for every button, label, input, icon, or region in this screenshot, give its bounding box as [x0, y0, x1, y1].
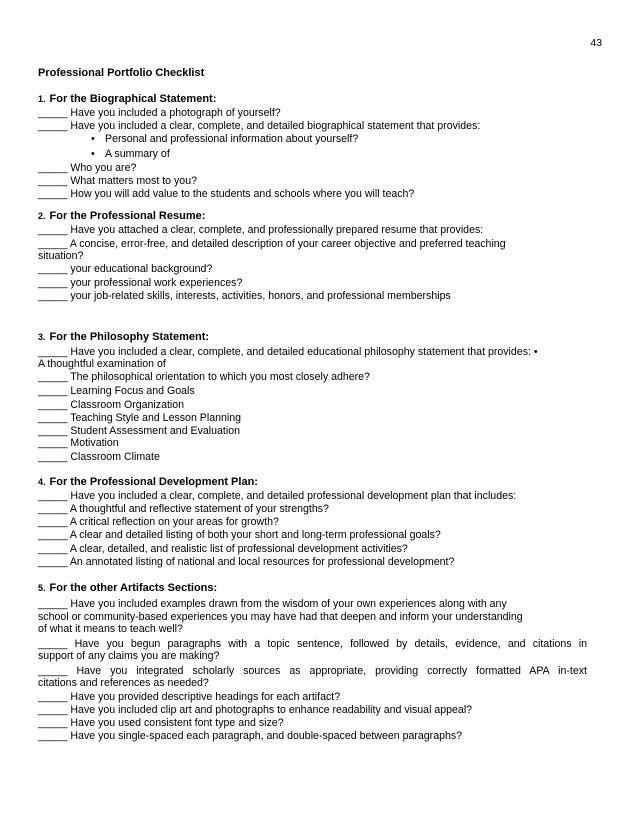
checklist-item: _____ The philosophical orientation to which you most closely adhere?	[38, 371, 370, 383]
checklist-item: _____ Have you included a clear, complete, and detailed biographical statement that provides:	[38, 120, 481, 132]
checklist-item: citations and references as needed?	[38, 677, 209, 689]
checklist-item: _____ How you will add value to the students and schools where you will teach?	[38, 188, 415, 200]
section-1-heading	[38, 93, 216, 106]
section-3-heading	[38, 331, 209, 344]
section-5-heading	[38, 582, 217, 595]
page-number: 43	[590, 37, 602, 49]
section-number: 3.	[38, 332, 46, 342]
checklist-item: _____ Have you included clip art and photographs to enhance readability and visual appeal?	[38, 704, 473, 716]
section-number: 5.	[38, 583, 46, 593]
checklist-item: of what it means to teach well?	[38, 623, 183, 635]
checklist-item: support of any claims you are making?	[38, 650, 220, 662]
bullet-text: Personal and professional information about yourself?	[105, 133, 359, 145]
checklist-item: _____ Who you are?	[38, 162, 137, 174]
checklist-item: _____ Classroom Organization	[38, 399, 185, 411]
section-number: 4.	[38, 477, 46, 487]
checklist-item: A thoughtful examination of	[38, 358, 166, 370]
section-title: For the Philosophy Statement:	[49, 331, 210, 343]
bullet-icon: •	[91, 133, 95, 145]
checklist-item: _____ Have you provided descriptive headings for each artifact?	[38, 691, 341, 703]
checklist-item: school or community-based experiences you may have had that deepen and inform your understanding	[38, 611, 523, 623]
checklist-item: _____ Have you attached a clear, complete, and professionally prepared resume that provides:	[38, 224, 484, 236]
bullet-text: A summary of	[105, 148, 170, 160]
checklist-item: _____ A concise, error-free, and detailed description of your career objective and preferred teaching	[38, 238, 506, 250]
bullet-item	[91, 133, 358, 146]
section-2-heading	[38, 210, 205, 223]
checklist-item: _____ Have you included a clear, complete, and detailed educational philosophy statement that provides: •	[38, 346, 538, 358]
checklist-item: _____ Learning Focus and Goals	[38, 385, 195, 397]
page-title: Professional Portfolio Checklist	[38, 67, 205, 79]
checklist-item: _____ An annotated listing of national and local resources for professional development?	[38, 556, 455, 568]
checklist-item: _____ Have you begun paragraphs with a topic sentence, followed by details, evidence, and citations in	[38, 638, 587, 650]
checklist-item: _____ Student Assessment and Evaluation	[38, 425, 241, 437]
checklist-item: _____ A critical reflection on your areas for growth?	[38, 516, 279, 528]
checklist-item: _____ Motivation	[38, 437, 119, 449]
section-number: 2.	[38, 211, 46, 221]
checklist-item: _____ Teaching Style and Lesson Planning	[38, 412, 242, 424]
checklist-item: _____ Have you included a photograph of yourself?	[38, 107, 281, 119]
checklist-item: _____ A clear, detailed, and realistic list of professional development activities?	[38, 543, 408, 555]
section-title: For the other Artifacts Sections:	[49, 582, 218, 594]
checklist-item: _____ Have you used consistent font type and size?	[38, 717, 284, 729]
checklist-item: _____ Have you included a clear, complete, and detailed professional development plan that includes:	[38, 490, 517, 502]
checklist-item: _____ Have you included examples drawn from the wisdom of your own experiences along with any	[38, 598, 507, 610]
section-4-heading	[38, 476, 258, 489]
checklist-item: _____ Have you integrated scholarly sources as appropriate, providing correctly formatted APA in-text	[38, 665, 587, 677]
checklist-item: _____ What matters most to you?	[38, 175, 197, 187]
section-title: For the Professional Development Plan:	[49, 476, 258, 488]
checklist-item: situation?	[38, 250, 84, 262]
bullet-icon: •	[91, 148, 95, 160]
section-title: For the Professional Resume:	[49, 210, 206, 222]
checklist-item: _____ A clear and detailed listing of both your short and long-term professional goals?	[38, 529, 441, 541]
section-title: For the Biographical Statement:	[49, 93, 217, 105]
checklist-item: _____ Classroom Climate	[38, 451, 160, 463]
checklist-item: _____ your job-related skills, interests, activities, honors, and professional memberships	[38, 290, 451, 302]
section-number: 1.	[38, 94, 46, 104]
checklist-item: _____ Have you single-spaced each paragraph, and double-spaced between paragraphs?	[38, 730, 463, 742]
checklist-item: _____ A thoughtful and reflective statement of your strengths?	[38, 503, 329, 515]
checklist-item: _____ your professional work experiences?	[38, 277, 243, 289]
bullet-item	[91, 148, 170, 161]
checklist-item: _____ your educational background?	[38, 263, 213, 275]
